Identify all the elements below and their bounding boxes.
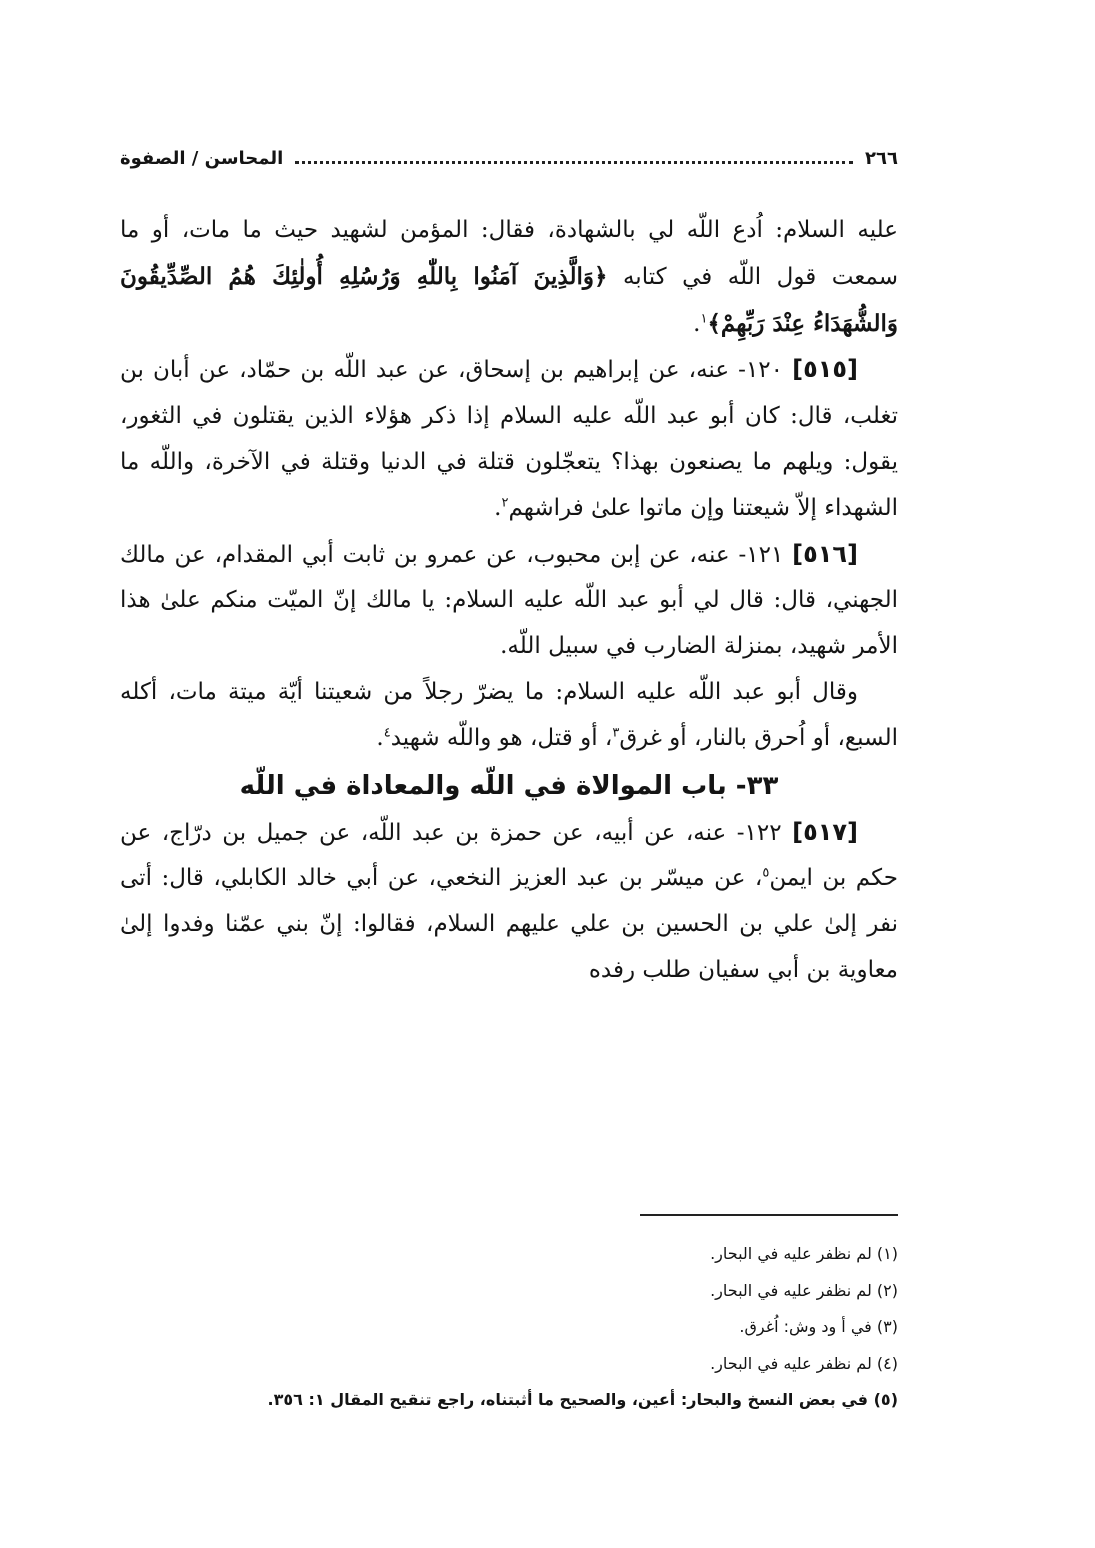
footnote-marker: ٣ bbox=[612, 725, 620, 741]
header-title: المحاسن / الصفوة bbox=[120, 147, 284, 169]
paragraph-end: . bbox=[376, 724, 384, 751]
hadith-515 bbox=[120, 347, 898, 531]
footnote-5: (٥) في بعض النسخ والبحار: أعين، والصحيح ما أثبتناه، راجع تنقيح المقال ١: ٣٥٦. bbox=[267, 1390, 898, 1409]
paragraph-text: ١٢١- عنه، عن إبن محبوب، عن عمرو بن ثابت أبي المقدام، عن مالك الجهني، قال: قال لي أبو عبد اللّه عليه السلام: يا مالك إنّ الميّت منكم علىٰ هذا الأمر شهيد، بمنزلة الضارب في سبيل اللّه. bbox=[120, 541, 898, 660]
footnote-separator bbox=[640, 1214, 898, 1216]
quran-quote: ﴿وَالَّذِينَ آمَنُوا بِاللّٰهِ وَرُسُلِهِ أُولٰئِكَ هُمُ الصِّدِّيقُونَ وَالشُّهَدَاءُ عِنْدَ رَبِّهِمْ﴾ bbox=[120, 262, 898, 337]
paragraph-end: . bbox=[693, 310, 701, 337]
footnote-4: (٤) لم نظفر عليه في البحار. bbox=[710, 1353, 898, 1373]
footnote-3: (٣) في أ ود وش: اُغرق. bbox=[739, 1317, 898, 1336]
footnote-1: (١) لم نظفر عليه في البحار. bbox=[710, 1244, 898, 1263]
footnote-marker: ١ bbox=[700, 310, 708, 326]
paragraph-text: ، أو قتل، هو واللّه شهيد bbox=[390, 724, 613, 751]
footnote-2: (٢) لم نظفر عليه في البحار. bbox=[710, 1280, 898, 1300]
paragraph-continuation bbox=[120, 208, 898, 347]
hadith-516 bbox=[120, 532, 898, 670]
footnote-marker: ٤ bbox=[383, 725, 391, 741]
paragraph-end: . bbox=[494, 494, 502, 521]
footnote-marker: ٢ bbox=[501, 495, 509, 511]
page-number: ٢٦٦ bbox=[865, 147, 898, 169]
running-header bbox=[120, 136, 898, 180]
paragraph-text: ، عن ميسّر بن عبد العزيز النخعي، عن أبي خالد الكابلي، قال: أتى نفر إلىٰ علي بن الحسين بن علي عليهم السلام، فقالوا: إنّ بني عمّنا وفدوا إلىٰ معاوية بن أبي سفيان طلب رفده bbox=[120, 865, 898, 983]
entry-number: [٥١٥] bbox=[792, 355, 858, 384]
paragraph-text: وقال أبو عبد اللّه عليه السلام: ما يضرّ رجلاً من شعيتنا أيّة ميتة مات، أكله السبع، أو اُحرق بالنار، أو غرق bbox=[120, 678, 898, 751]
paragraph-text: عليه السلام: اُدع اللّه لي بالشهادة، فقال: المؤمن لشهيد حيث ما مات، أو ما سمعت قول اللّه في كتابه bbox=[120, 217, 899, 290]
footnote-marker: ٥ bbox=[762, 865, 770, 881]
paragraph-text: ١٢٠- عنه، عن إبراهيم بن إسحاق، عن عبد اللّه بن حمّاد، عن أبان بن تغلب، قال: كان أبو عبد اللّه عليه السلام إذا ذكر هؤلاء الذين يقتلون في الثغور، يقول: ويلهم ما يصنعون بهذا؟ يتعجّلون قتلة في الدنيا وقتلة في الآخرة، واللّه ما الشهداء إلاّ شيعتنا وإن ماتوا علىٰ فراشهم bbox=[120, 357, 898, 521]
header-dot-leader bbox=[295, 161, 853, 164]
entry-number: [٥١٧] bbox=[792, 817, 858, 846]
chapter-title: ٣٣- باب الموالاة في اللّه والمعاداة في اللّه bbox=[239, 770, 779, 801]
book-page bbox=[120, 136, 898, 994]
page-body bbox=[120, 208, 898, 994]
footnotes bbox=[120, 1236, 898, 1419]
entry-number: [٥١٦] bbox=[792, 539, 858, 568]
hadith-517 bbox=[120, 810, 898, 994]
hadith-516-continued bbox=[120, 670, 898, 762]
paragraph-text: ١٢٢- عنه، عن أبيه، عن حمزة بن عبد اللّه، عن جميل بن درّاج، عن حكم بن ايمن bbox=[120, 819, 899, 892]
